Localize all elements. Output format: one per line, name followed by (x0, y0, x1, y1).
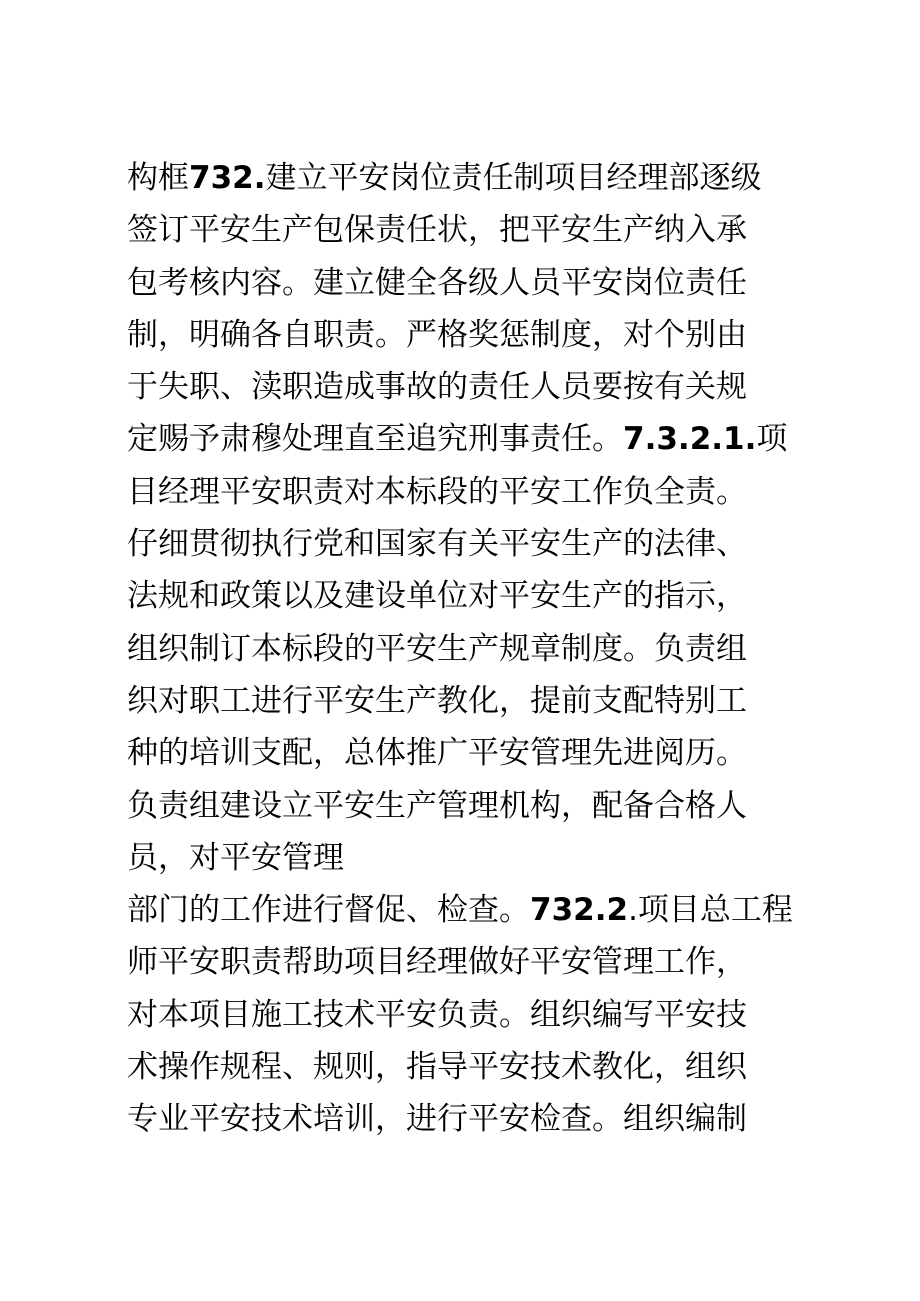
text-segment: 制，明确各自职责。严格奖惩制度，对个别由 (127, 316, 747, 353)
text-segment: 专业平安技术培训，进行平安检查。组织编制 (127, 1101, 747, 1138)
text-segment: 仔细贯彻执行党和国家有关平安生产的法律、 (127, 526, 747, 563)
text-segment: 织对职工进行平安生产教化，提前支配特别工 (127, 682, 747, 719)
text-segment: 签订平安生产包保责任状，把平安生产纳入承 (127, 212, 747, 249)
text-line (127, 780, 807, 832)
text-segment: 种的培训支配，总体推广平安管理先进阅历。 (127, 735, 747, 772)
text-segment: 负责组建设立平安生产管理机构，配备合格人 (127, 787, 747, 824)
text-line (127, 989, 807, 1041)
text-line (127, 675, 807, 727)
text-line (127, 466, 807, 518)
text-segment: 包考核内容。建立健全各级人员平安岗位责任 (127, 264, 747, 301)
text-segment: 项 (756, 421, 788, 458)
text-segment: 法规和政策以及建设单位对平安生产的指示， (127, 578, 747, 615)
text-line (127, 623, 807, 675)
text-line (127, 1041, 807, 1093)
text-line (127, 152, 807, 204)
text-line (127, 361, 807, 413)
text-segment: 构框 (127, 160, 189, 196)
text-line (127, 309, 807, 361)
text-segment: 建立平安岗位责任制项目经理部逐级 (265, 160, 762, 196)
text-segment: 术操作规程、规则，指导平安技术教化，组织 (127, 1049, 747, 1086)
text-segment: 师平安职责帮助项目经理做好平安管理工作， (127, 944, 747, 981)
section-number: 732.2 (530, 892, 629, 929)
text-segment: 部门的工作进行督促、检查。 (127, 892, 530, 929)
text-segment: .项目总工程 (628, 892, 793, 929)
section-number: 732. (189, 160, 266, 196)
text-line (127, 518, 807, 570)
text-line (127, 204, 807, 256)
text-segment: 员，对平安管理 (127, 839, 344, 876)
body-text (127, 152, 807, 1146)
text-line (127, 727, 807, 779)
text-segment: 定赐予肃穆处理直至追究刑事责任。 (127, 421, 623, 458)
text-segment: 对本项目施工技术平安负责。组织编写平安技 (127, 996, 747, 1033)
text-line (127, 413, 807, 465)
section-number: 7.3.2.1. (623, 421, 757, 458)
text-segment: 于失职、渎职造成事故的责任人员要按有关规 (127, 369, 747, 406)
text-line (127, 257, 807, 309)
text-segment: 目经理平安职责对本标段的平安工作负全责。 (127, 473, 747, 510)
text-line (127, 936, 807, 988)
text-segment: 组织制订本标段的平安生产规章制度。负责组 (127, 630, 747, 667)
text-line (127, 1093, 807, 1145)
text-line (127, 884, 807, 936)
text-line (127, 832, 807, 884)
text-line (127, 570, 807, 622)
